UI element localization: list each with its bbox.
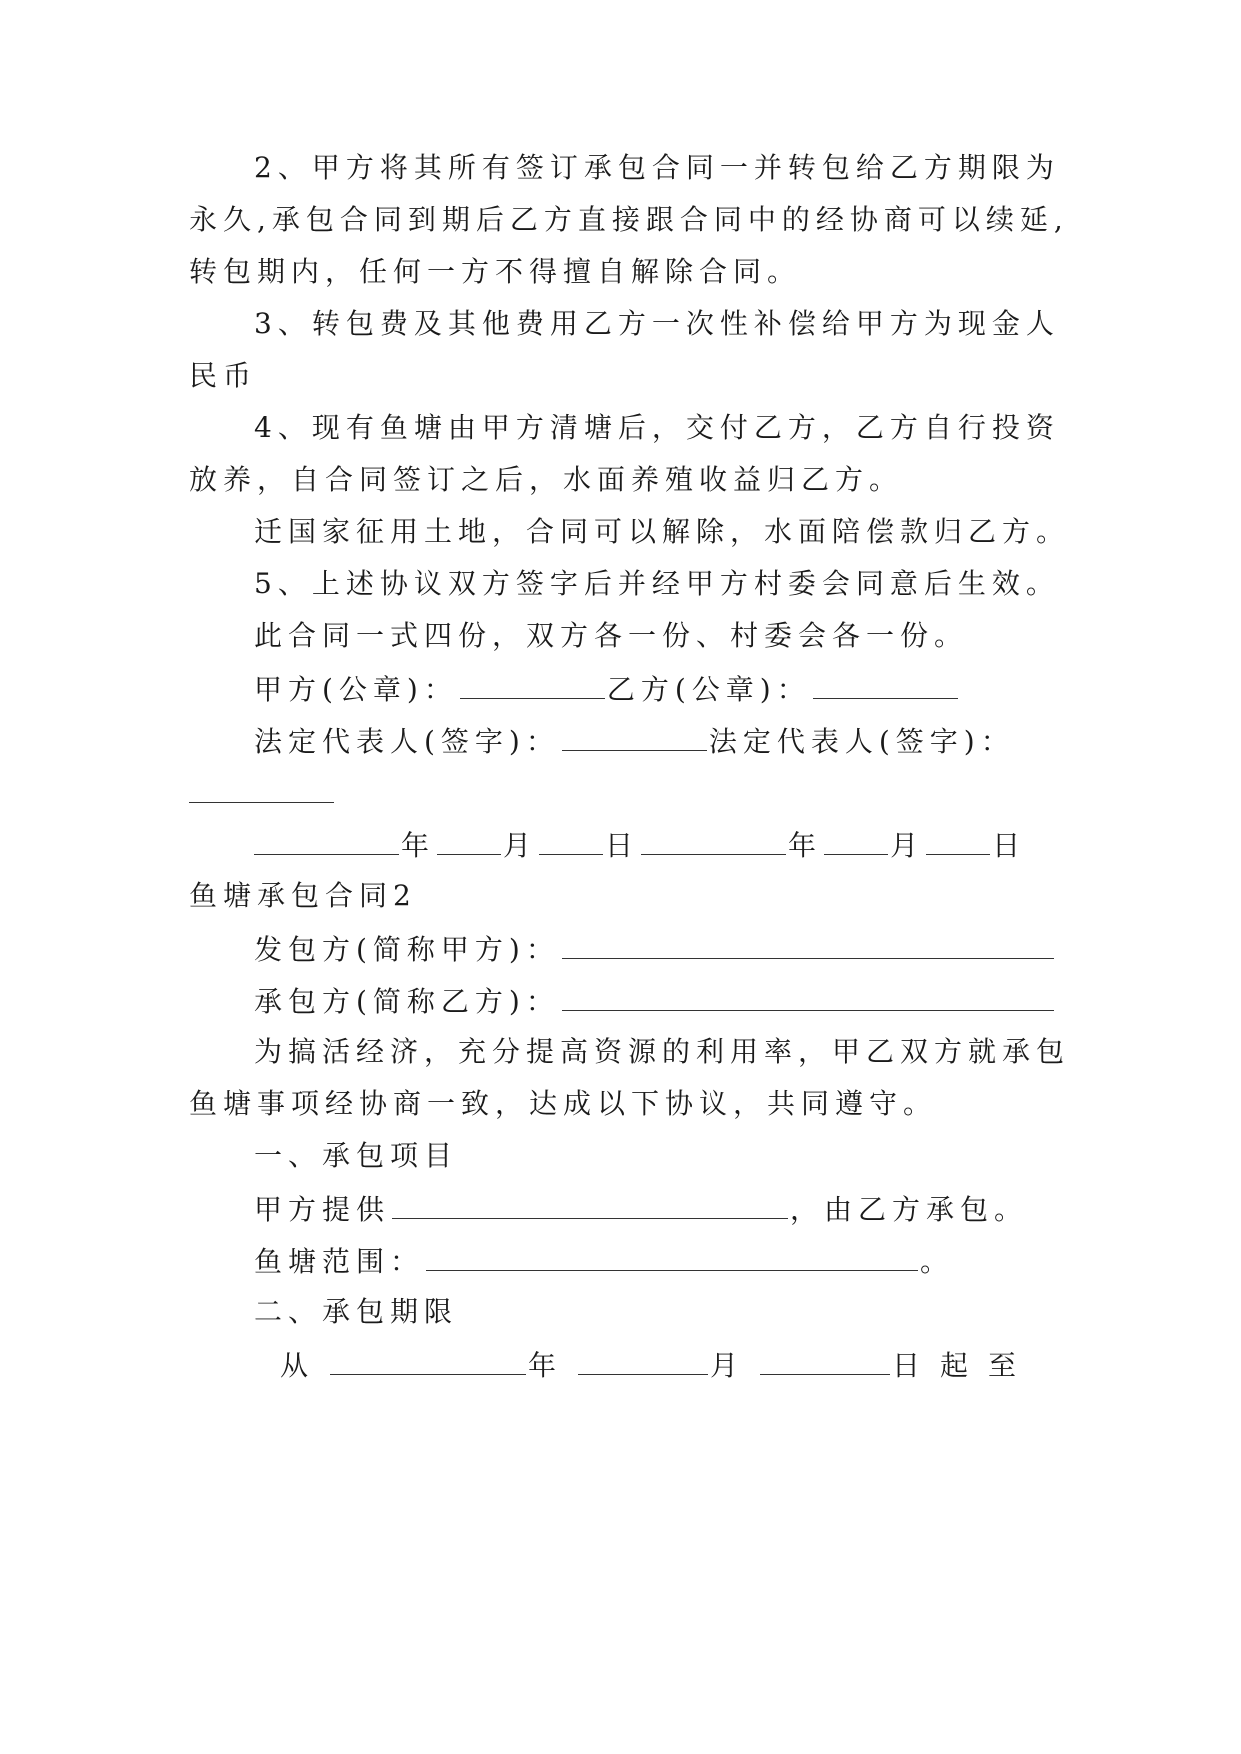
provide-row <box>254 1188 1028 1230</box>
scope-blank <box>426 1240 918 1271</box>
date-a-day-blank <box>539 824 603 855</box>
date-b-month-label: 月 <box>890 829 925 862</box>
contractor-label: 承包方(简称乙方)： <box>254 985 560 1018</box>
paragraph-3-line-2: 民币 <box>189 359 258 392</box>
paragraph-4-line-2: 放养，自合同签订之后，水面养殖收益归乙方。 <box>189 463 904 496</box>
term-year-label: 年 <box>528 1349 577 1382</box>
section-1-heading: 一、承包项目 <box>254 1139 459 1172</box>
party-seal-row <box>254 668 960 710</box>
date-a-month-blank <box>437 824 501 855</box>
paragraph-3-line-1: 3、转包费及其他费用乙方一次性补偿给甲方为现金人 <box>254 307 1060 340</box>
rep-b-blank-row <box>189 772 336 814</box>
issuer-row <box>254 928 1056 970</box>
term-day-blank <box>760 1344 890 1375</box>
date-row <box>254 824 1026 866</box>
date-b-year-blank <box>641 824 786 855</box>
paragraph-copies: 此合同一式四份，双方各一份、村委会各一份。 <box>254 619 969 652</box>
paragraph-2-line-1: 2、甲方将其所有签订承包合同一并转包给乙方期限为 <box>254 151 1060 184</box>
paragraph-5: 5、上述协议双方签字后并经甲方村委会同意后生效。 <box>254 567 1060 600</box>
date-b-month-blank <box>824 824 888 855</box>
date-a-month-label: 月 <box>503 829 538 862</box>
paragraph-expropriation: 迁国家征用土地，合同可以解除，水面陪偿款归乙方。 <box>254 515 1071 548</box>
paragraph-2-line-3: 转包期内，任何一方不得擅自解除合同。 <box>189 255 802 288</box>
paragraph-4-line-1: 4、现有鱼塘由甲方清塘后，交付乙方，乙方自行投资 <box>254 411 1060 444</box>
term-row <box>280 1344 1036 1386</box>
date-b-year-label: 年 <box>788 829 823 862</box>
rep-a-blank <box>562 720 707 751</box>
contractor-blank <box>562 980 1054 1011</box>
date-a-year-label: 年 <box>401 829 436 862</box>
intro-line-2: 鱼塘事项经协商一致，达成以下协议，共同遵守。 <box>189 1087 938 1120</box>
rep-a-label: 法定代表人(签字)： <box>254 725 560 758</box>
issuer-label: 发包方(简称甲方)： <box>254 933 560 966</box>
rep-b-label: 法定代表人(签字)： <box>708 725 1015 758</box>
provide-prefix: 甲方提供 <box>254 1193 391 1226</box>
date-b-day-blank <box>926 824 990 855</box>
paragraph-2-line-2: 永久,承包合同到期后乙方直接跟合同中的经协商可以续延, <box>189 203 1069 236</box>
contractor-row <box>254 980 1056 1022</box>
term-from-label: 从 <box>280 1349 329 1382</box>
term-year-blank <box>330 1344 526 1375</box>
scope-prefix: 鱼塘范围： <box>254 1245 425 1278</box>
rep-b-blank <box>189 772 334 803</box>
term-month-blank <box>578 1344 708 1375</box>
section-2-heading: 二、承包期限 <box>254 1295 459 1328</box>
provide-blank <box>392 1188 788 1219</box>
scope-suffix: 。 <box>920 1245 955 1278</box>
date-a-year-blank <box>254 824 399 855</box>
scope-row <box>254 1240 954 1282</box>
party-a-seal-label: 甲方(公章)： <box>254 673 458 706</box>
intro-line-1: 为搞活经济，充分提高资源的利用率，甲乙双方就承包 <box>254 1035 1071 1068</box>
contract-2-title: 鱼塘承包合同2 <box>189 879 417 912</box>
party-b-seal-blank <box>813 668 958 699</box>
representative-row <box>254 720 1015 762</box>
provide-suffix: ，由乙方承包。 <box>790 1193 1029 1226</box>
date-b-day-label: 日 <box>992 829 1027 862</box>
date-a-day-label: 日 <box>605 829 640 862</box>
term-month-label: 月 <box>710 1349 759 1382</box>
issuer-blank <box>562 928 1054 959</box>
term-day-to-label: 日起至 <box>892 1349 1037 1382</box>
party-a-seal-blank <box>460 668 605 699</box>
party-b-seal-label: 乙方(公章)： <box>606 673 811 706</box>
